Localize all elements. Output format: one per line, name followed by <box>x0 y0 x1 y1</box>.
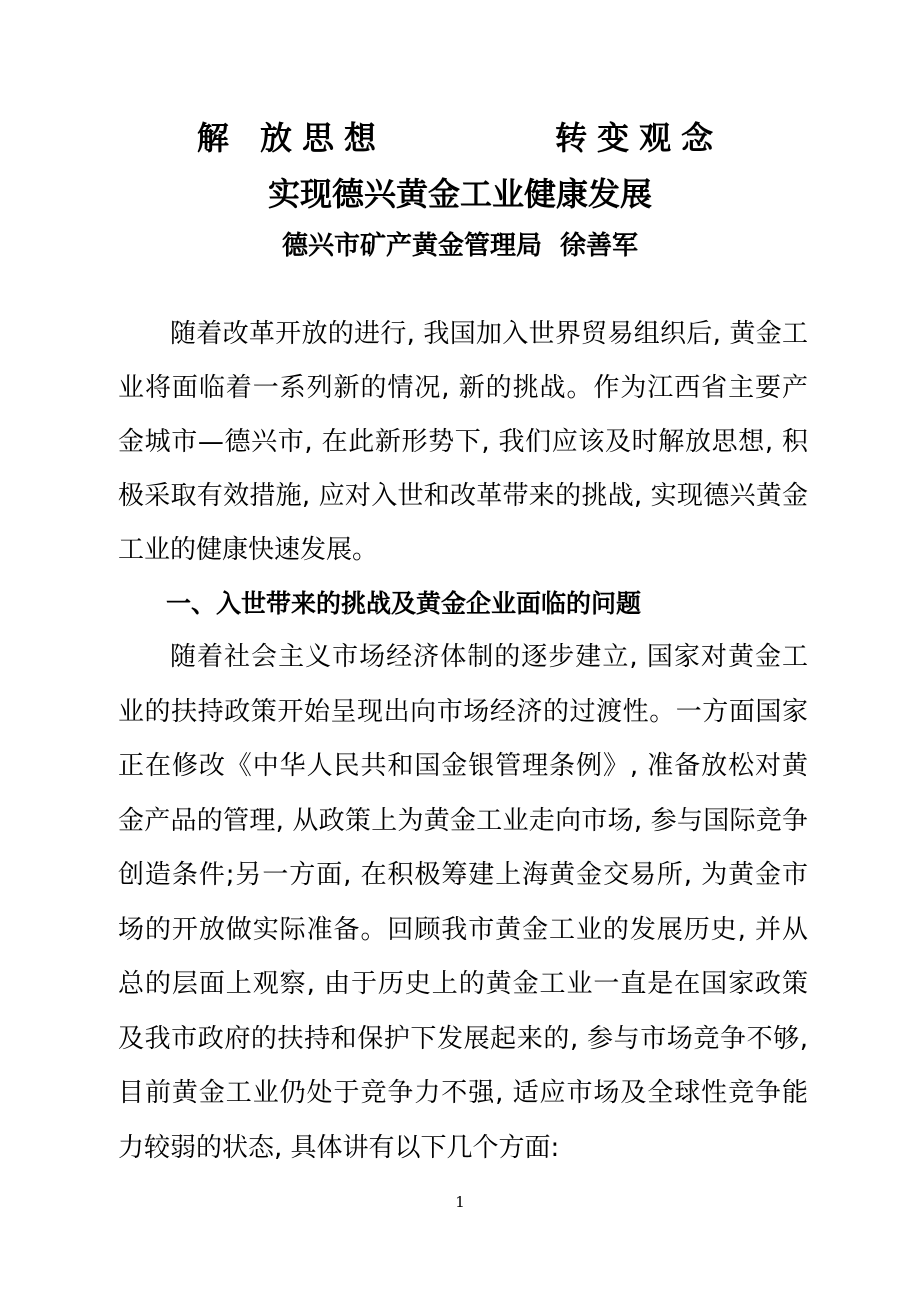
section-heading-1: 一、入世带来的挑战及黄金企业面临的问题 <box>166 589 642 618</box>
body-paragraph-2: 随着社会主义市场经济体制的逐步建立, 国家对黄金工业的扶持政策开始呈现出向市场经济的过渡性。一方面国家正在修改《中华人民共和国金银管理条例》, 准备放松对黄金产品的管理, 从政策上为黄金工业走向市场, 参与国际竞争创造条件;另一方面, 在积极筹建上海黄金交易所, 为黄金市场的开放做实际准备。回顾我市黄金工业的发展历史, 并从总的层面上观察, 由于历史上的黄金工业一直是在国家政策及我市政府的扶持和保护下发展起来的, 参与市场竞争不够, 目前黄金工业仍处于竞争力不强, 适应市场及全球性竞争能力较弱的状态, 具体讲有以下几个方面: <box>118 642 808 1163</box>
document-title-line2: 实现德兴黄金工业健康发展 <box>267 175 652 213</box>
body-paragraph-1: 随着改革开放的进行, 我国加入世界贸易组织后, 黄金工业将面临着一系列新的情况, 新的挑战。作为江西省主要产金城市—德兴市, 在此新形势下, 我们应该及时解放思想, 积极采取有效措施, 应对入世和改革带来的挑战, 实现德兴黄金工业的健康快速发展。 <box>118 319 808 565</box>
document-author: 德兴市矿产黄金管理局 徐善军 <box>281 231 639 261</box>
page-number: 1 <box>455 1193 465 1211</box>
document-title-line1: 解 放思想 转变观念 <box>196 119 724 157</box>
